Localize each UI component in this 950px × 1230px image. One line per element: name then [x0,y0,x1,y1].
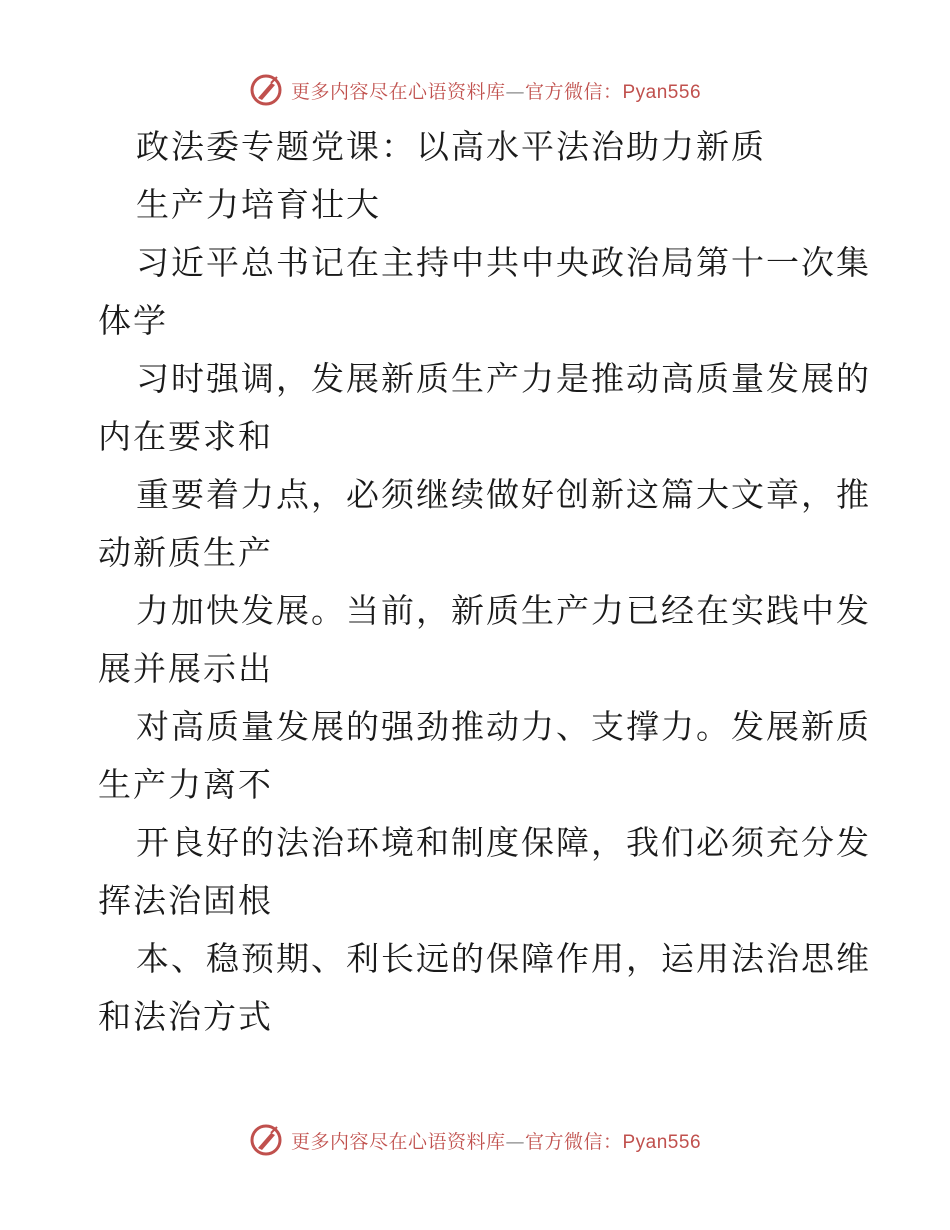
banner-wechat-label: 官方微信： [524,80,623,103]
body-line: 挥法治固根 [98,881,273,920]
quill-circle-icon [249,1123,283,1157]
banner-text [291,77,701,104]
document-body [98,118,871,1046]
banner-wechat-id: Pyan556 [622,1131,702,1153]
body-line: 重要着力点，必须继续做好创新这篇大文章，推 [136,475,871,514]
banner-slogan: 更多内容尽在心语资料库 [290,1130,506,1153]
banner-text [291,1127,701,1154]
body-line: 习近平总书记在主持中共中央政治局第十一次集 [136,243,871,282]
body-line: 本、稳预期、利长远的保障作用，运用法治思维 [136,939,871,978]
quill-circle-icon [249,73,283,107]
banner-slogan: 更多内容尽在心语资料库 [290,80,506,103]
banner-wechat-id: Pyan556 [622,81,702,103]
body-line: 体学 [98,301,168,340]
body-line: 开良好的法治环境和制度保障，我们必须充分发 [136,823,871,862]
document-title-line-1: 政法委专题党课：以高水平法治助力新质 [136,127,766,166]
body-line: 习时强调，发展新质生产力是推动高质量发展的 [136,359,871,398]
body-line: 力加快发展。当前，新质生产力已经在实践中发 [136,591,871,630]
document-title-line-2: 生产力培育壮大 [136,185,381,224]
body-line: 对高质量发展的强劲推动力、支撑力。发展新质 [136,707,871,746]
body-line: 动新质生产 [98,533,273,572]
body-line: 和法治方式 [98,997,273,1036]
banner-separator: — [505,1130,525,1153]
footer-banner [0,1120,950,1160]
banner-separator: — [505,80,525,103]
banner-wechat-label: 官方微信： [524,1130,623,1153]
body-line: 展并展示出 [98,649,273,688]
body-line: 生产力离不 [98,765,273,804]
header-banner [0,70,950,110]
body-line: 内在要求和 [98,417,273,456]
document-paragraph [98,234,871,1046]
